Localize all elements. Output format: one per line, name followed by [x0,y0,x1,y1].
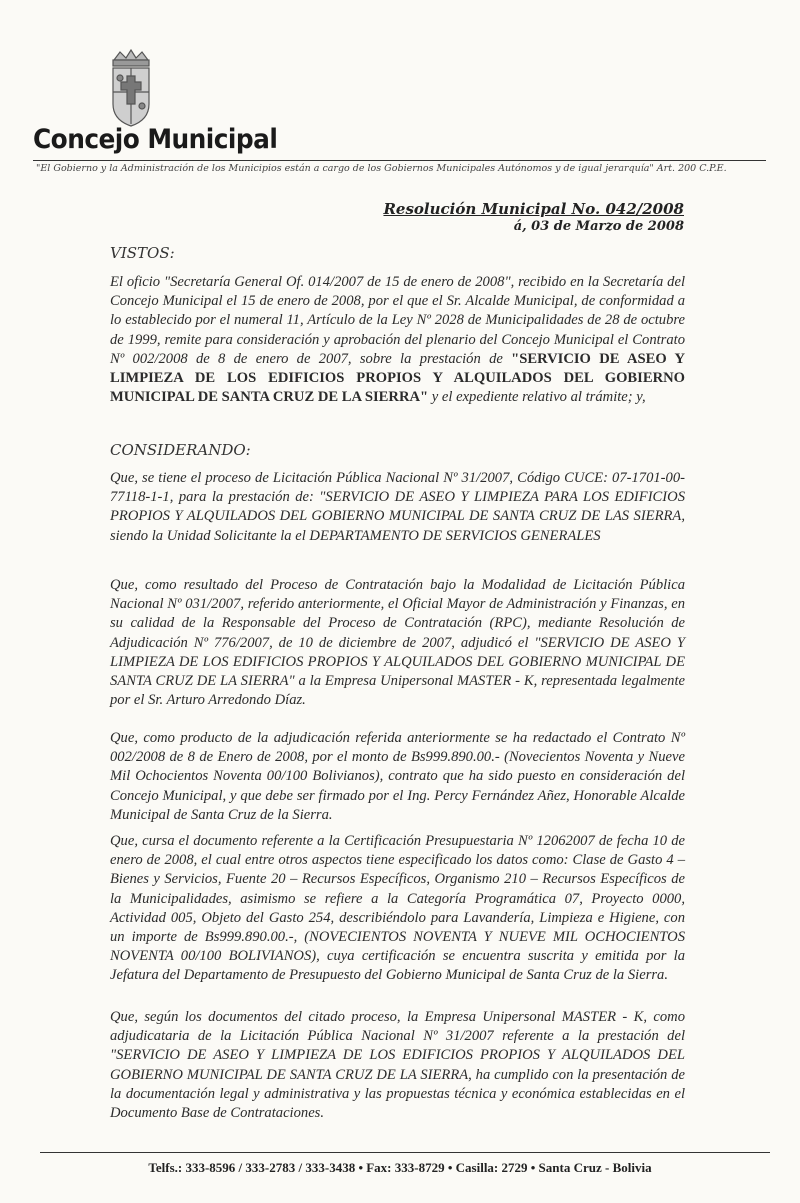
resolution-title: Resolución Municipal No. 042/2008 [383,200,684,218]
vistos-service-name: "SERVICIO DE ASEO Y LIMPIEZA DE LOS EDIFICIOS PROPIOS Y ALQUILADOS DEL GOBIERNO MUNICIPAL DE SANTA CRUZ DE LA SIERRA" [110,350,685,406]
footer-divider [40,1152,770,1153]
considerando-paragraph-1: Que, se tiene el proceso de Licitación Pública Nacional Nº 31/2007, Código CUCE: 07-1701-00-77118-1-1, para la prestación de: "SERVICIO DE ASEO Y LIMPIEZA PARA LOS EDIFICIOS PROPIOS Y ALQUILADOS DEL GOBIERNO MUNICIPAL DE SANTA CRUZ DE LAS SIERRA, siendo la Unidad Solicitante la el DEPARTAMENTO DE SERVICIOS GENERALES [110,470,685,544]
coat-of-arms-icon [106,48,156,130]
considerando-paragraph-3: Que, como producto de la adjudicación referida anteriormente se ha redactado el Contrato Nº 002/2008 de 8 de Enero de 2008, por el monto de Bs999.890.00.- (Novecientos Noventa y Nueve Mil Ochocientos Noventa 00/100 Bolivianos), contrato que ha sido puesto en consideración del Concejo Municipal, y que debe ser firmado por el Ing. Percy Fernández Añez, Honorable Alcalde Municipal de Santa Cruz de la Sierra. [110,730,685,823]
considerando-paragraph-4: Que, cursa el documento referente a la Certificación Presupuestaria Nº 12062007 de fecha 10 de enero de 2008, el cual entre otros aspectos tiene especificado los datos como: Clase de Gasto 4 – Bienes y Servicios, Fuente 20 – Recursos Específicos, Organismo 210 – Recursos Específicos de la Municipalidades, asimismo se refiere a la Categoría Programática 07, Proyecto 0000, Actividad 005, Objeto del Gasto 254, describiéndolo para Lavandería, Limpieza e Higiene, con un importe de Bs999.890.00.-, (NOVECIENTOS NOVENTA Y NUEVE MIL OCHOCIENTOS NOVENTA 00/100 BOLIVIANOS), cuya certificación se encuentra suscrita y emitida por la Jefatura del Departamento de Presupuesto del Gobierno Municipal de Santa Cruz de la Sierra. [110,833,685,984]
motto: "El Gobierno y la Administración de los Municipios están a cargo de los Gobiernos Municipales Autónomos y de igual jerarquía" Art. 200 C.P.E. [36,163,727,174]
considerando-paragraph-2: Que, como resultado del Proceso de Contratación bajo la Modalidad de Licitación Pública Nacional Nº 031/2007, referido anteriormente, el Oficial Mayor de Administración y Finanzas, en su calidad de la Responsable del Proceso de Contratación (RPC), mediante Resolución de Adjudicación Nº 776/2007, de 10 de diciembre de 2007, adjudicó el "SERVICIO DE ASEO Y LIMPIEZA DE LOS EDIFICIOS PROPIOS Y ALQUILADOS DEL GOBIERNO MUNICIPAL DE SANTA CRUZ DE LA SIERRA" a la Empresa Unipersonal MASTER - K, representada legalmente por el Sr. Arturo Arredondo Díaz. [110,577,685,709]
resolution-date: á, 03 de Marzo de 2008 [513,219,684,234]
vistos-text: El oficio "Secretaría General Of. 014/2007 de 15 de enero de 2008", recibido en la Secretaría del Concejo Municipal el 15 de enero de 2008, por el que el Sr. Alcalde Municipal, de conformidad a lo establecido por el numeral 11, Artículo de la Ley Nº 2028 de Municipalidades de 28 de octubre de 1999, remite para consideración y aprobación del plenario del Concejo Municipal el Contrato Nº 002/2008 de 8 de enero de 2007, sobre la prestación de [110,274,685,367]
organization-name: Concejo Municipal [33,124,278,155]
header-divider [33,160,766,161]
considerando-heading: CONSIDERANDO: [110,441,251,459]
vistos-text-end: y el expediente relativo al trámite; y, [428,389,646,406]
considerando-paragraph-5: Que, según los documentos del citado proceso, la Empresa Unipersonal MASTER - K, como adjudicataria de la Licitación Pública Nacional Nº 31/2007 referente a la prestación del "SERVICIO DE ASEO Y LIMPIEZA DE LOS EDIFICIOS PROPIOS Y ALQUILADOS DEL GOBIERNO MUNICIPAL DE SANTA CRUZ DE LA SIERRA, ha cumplido con la presentación de la documentación legal y administrativa y las propuestas técnica y económica establecidas en el Documento Base de Contrataciones. [110,1009,685,1122]
vistos-paragraph [110,273,685,407]
footer-contact: Telfs.: 333-8596 / 333-2783 / 333-3438 • Fax: 333-8729 • Casilla: 2729 • Santa Cruz - Bolivia [148,1160,652,1175]
vistos-heading: VISTOS: [110,244,175,262]
